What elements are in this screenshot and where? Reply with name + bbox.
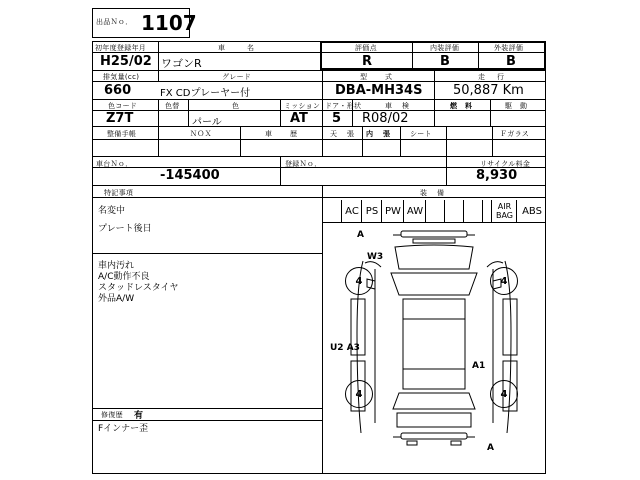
seat-label: シート: [410, 130, 432, 138]
rule: [490, 99, 491, 126]
mission-value: AT: [290, 111, 308, 126]
score-label: 評価点: [355, 44, 377, 52]
reg-label: 登録Ｎｏ．: [285, 160, 322, 168]
equipment-label: 装備: [420, 189, 454, 197]
mileage-value: 50,887 Km: [453, 83, 524, 98]
rule: [188, 99, 189, 126]
equip-abs: ABS: [516, 200, 547, 222]
recycle-value: 8,930: [476, 168, 518, 183]
equip-cell: [444, 200, 464, 222]
repair-value: 有: [134, 411, 144, 421]
rule: [280, 99, 281, 126]
model-label: 型式: [360, 73, 410, 81]
lot-label: 出品Ｎｏ．: [96, 18, 133, 26]
rule: [92, 253, 322, 254]
tire-rear-left: 4: [345, 380, 373, 408]
rule: [446, 126, 447, 156]
repair-label: 修復歴: [101, 411, 123, 419]
note-line: プレート後日: [98, 224, 152, 234]
repair-detail: Fインナー歪: [98, 424, 149, 434]
rule: [92, 139, 546, 140]
car-label: 車名: [218, 44, 276, 52]
interior-value: B: [440, 54, 450, 69]
year-value: H25/02: [100, 54, 152, 69]
tire-front-left: 4: [345, 267, 373, 295]
damage-mark-front: A: [357, 230, 364, 240]
rule: [92, 197, 546, 198]
color-label: 色: [232, 102, 240, 110]
damage-mark-windshield: W3: [367, 252, 384, 262]
color-code-label: 色コード: [108, 102, 138, 110]
mileage-label: 走行: [478, 73, 516, 81]
rule: [322, 99, 323, 126]
fuel-label: 燃料: [450, 102, 480, 110]
rule: [446, 156, 447, 185]
mission-label: ミッション: [284, 102, 321, 110]
interior-trim-label: 内張: [366, 130, 400, 138]
rule: [240, 126, 241, 156]
note-line: A/C動作不良: [98, 272, 150, 282]
grade-value: FX CDプレーヤー付: [160, 88, 251, 99]
glass-label: Ｆガラス: [500, 130, 529, 138]
color-swap-label: 色替: [165, 102, 180, 110]
equip-ac: AC: [341, 200, 362, 222]
grade-label: グレード: [222, 73, 252, 81]
exterior-label: 外装評価: [494, 44, 524, 52]
rule: [322, 70, 323, 99]
rule: [92, 408, 322, 409]
year-label: 初年度登録年月: [95, 44, 147, 52]
inspection-value: R08/02: [362, 111, 409, 126]
rule: [92, 185, 546, 186]
tire-front-right: 4: [490, 267, 518, 295]
notes-label: 特記事項: [104, 189, 134, 197]
recycle-label: リサイクル料金: [480, 160, 531, 168]
equip-ps: PS: [361, 200, 382, 222]
doors-value: 5: [332, 111, 342, 126]
tire-rear-right: 4: [490, 380, 518, 408]
equip-cell: [463, 200, 483, 222]
inspection-label: 車検: [385, 102, 419, 110]
equip-cell: [322, 200, 342, 222]
damage-mark-right: A1: [472, 361, 486, 371]
nox-label: ＮＯＸ: [190, 130, 212, 138]
doors-label: ドア・形状: [325, 102, 362, 110]
rule: [158, 126, 159, 156]
note-line: スタッドレスタイヤ: [98, 283, 179, 293]
equip-cell: [425, 200, 445, 222]
interior-label: 内装評価: [430, 44, 460, 52]
equip-airbag: AIR BAG: [491, 200, 517, 222]
damage-mark-left: U2 A3: [330, 343, 360, 353]
color-code-value: Z7T: [106, 111, 134, 126]
rule: [434, 99, 435, 126]
roof-label: 天張: [330, 130, 364, 138]
rule: [92, 99, 546, 100]
displacement-label: 排気量(cc): [103, 73, 140, 81]
lot-number: 1107: [141, 11, 197, 35]
rule: [158, 41, 159, 81]
car-value: ワゴンR: [161, 57, 202, 70]
rule: [92, 156, 546, 157]
rule: [280, 156, 281, 185]
rule: [158, 99, 159, 126]
color-value: パール: [192, 117, 222, 128]
note-line: 名変中: [98, 206, 126, 216]
damage-mark-rear: A: [487, 443, 494, 453]
drive-label: 駆動: [505, 102, 535, 110]
rule: [400, 126, 401, 156]
displacement-value: 660: [104, 83, 132, 98]
exterior-value: B: [506, 54, 516, 69]
manual-label: 整備手帳: [107, 130, 137, 138]
note-line: 外品A/W: [98, 294, 135, 304]
score-value: R: [362, 54, 373, 69]
chassis-label: 車台Ｎｏ．: [96, 160, 133, 168]
history-label: 車歴: [265, 130, 315, 138]
equip-pw: PW: [381, 200, 404, 222]
rule: [322, 126, 323, 156]
equip-aw: AW: [403, 200, 426, 222]
model-value: DBA-MH34S: [335, 83, 423, 98]
rule: [92, 126, 546, 127]
rule: [434, 70, 435, 99]
chassis-value: -145400: [160, 168, 220, 183]
note-line: 車内汚れ: [98, 261, 135, 271]
rule: [492, 126, 493, 156]
